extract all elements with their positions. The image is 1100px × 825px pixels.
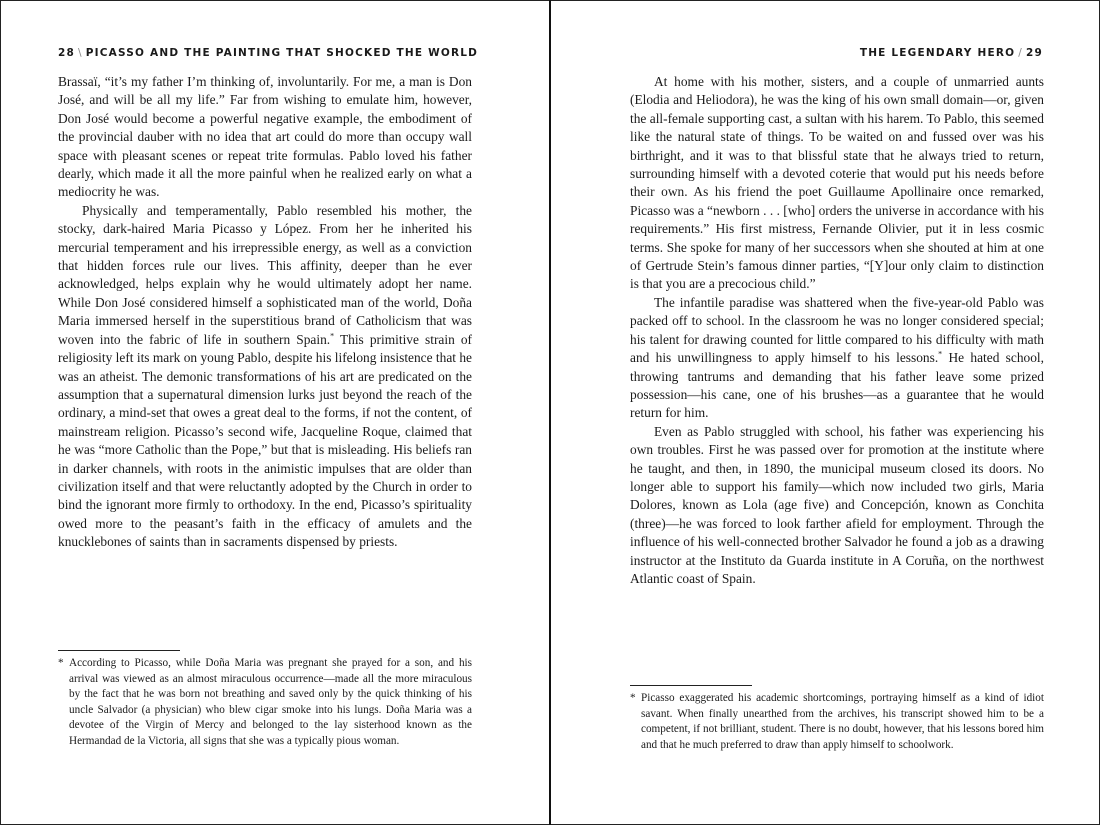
- left-paragraph-2: [58, 202, 472, 552]
- left-footnote-reference[interactable]: *: [330, 331, 335, 341]
- right-paragraph-2: [630, 294, 1044, 423]
- right-body-text: [630, 73, 1044, 588]
- right-paragraph-2-part-2: He hated school, throwing tantrums and demanding that his father leave some prized possession—his cane, one of his brushes—as a guarantee that he would return for him.: [630, 350, 1044, 421]
- left-footnote: [58, 656, 472, 750]
- right-page: [550, 0, 1100, 825]
- left-paragraph-2-part-2: This primitive strain of religiosity left its mark on young Pablo, despite his lifelong insistence that he was an atheist. The demonic transformations of his art are predicated on the assumption that a supernatural dimension lurks just beyond the reach of the ordinary, a mind-set that owes a great deal to the forms, if not the content, of mainstream religion. Picasso’s second wife, Jacqueline Roque, claimed that he was “more Catholic than the Pope,” but that is misleading. His beliefs ran in darker channels, with roots in the animistic impulses that are older than civilization itself and that were reluctantly adopted by the Church in order to bind the ignorant more firmly to orthodoxy. In the end, Picasso’s spirituality owed more to the peasant’s faith in the efficacy of amulets and the knucklebones of saints than in sacraments dispensed by priests.: [58, 331, 472, 550]
- right-paragraph-2-part-1: The infantile paradise was shattered when the five-year-old Pablo was packed off to school. In the classroom he was no longer considered special; his talent for drawing counted for little compared to his difficulty with math and his unwillingness to apply himself to his lessons.: [630, 294, 1044, 366]
- right-footnote-rule: [630, 685, 752, 686]
- right-page-number: 29: [1025, 47, 1043, 59]
- right-running-head: [860, 47, 1043, 59]
- left-book-title: PICASSO AND THE PAINTING THAT SHOCKED THE WORLD: [85, 47, 479, 59]
- left-running-head: [58, 47, 478, 59]
- left-body-text: [58, 73, 472, 552]
- right-section-title: THE LEGENDARY HERO: [859, 47, 1016, 59]
- left-footnote-mark: *: [58, 657, 64, 669]
- right-footnote-reference[interactable]: *: [938, 349, 943, 359]
- right-footnote: [630, 691, 1044, 753]
- spine-divider: [549, 0, 551, 825]
- right-paragraph-1: At home with his mother, sisters, and a couple of unmarried aunts (Elodia and Heliodora), he was the king of his own small domain—or, given the all-female supporting cast, a sultan with his harem. To Pablo, this seemed like the natural state of things. To be waited on and fussed over was his birthright, and it was to that blissful state that he always tried to return, surrounding himself with a devoted coterie that would put his needs before their own. As his friend the poet Guillaume Apollinaire once remarked, Picasso was a “newborn . . . [who] orders the universe in accordance with his requirements.” His first mistress, Fernande Olivier, put it in less cosmic terms. She spoke for many of her successors when she shouted at him at one of Gertrude Stein’s famous dinner parties, “[Y]our only claim to distinction is that you are a precocious child.”: [630, 74, 1044, 292]
- right-head-separator: /: [1018, 47, 1023, 59]
- left-paragraph-2-part-1: Physically and temperamentally, Pablo resembled his mother, the stocky, dark-haired Maria Picasso y López. From her he inherited his mercurial temperament and his irrepressible energy, as well as a conviction that hidden forces rule our lives. This affinity, deeper than he ever acknowledged, helps explain why he would ultimately adopt her name. While Don José considered himself a sophisticated man of the world, Doña Maria immersed herself in the superstitious brand of Catholicism that was woven into the fabric of life in southern Spain.: [58, 202, 472, 347]
- left-head-separator: \: [78, 47, 83, 59]
- right-footnote-text: Picasso exaggerated his academic shortcomings, portraying himself as a kind of idiot savant. When finally unearthed from the archives, his transcript showed him to be a competent, if not brilliant, student. There is no doubt, however, that his lessons bored him and that he much preferred to draw than apply himself to schoolwork.: [641, 692, 1044, 751]
- right-footnote-mark: *: [630, 692, 636, 704]
- left-footnote-rule: [58, 650, 180, 651]
- left-page-number: 28: [58, 47, 76, 59]
- left-footnote-text: According to Picasso, while Doña Maria was pregnant she prayed for a son, and his arrival was viewed as an almost miraculous occurrence—made all the more miraculous by the fact that he was born not breathing and saved only by the quick thinking of his uncle Salvador (a physician) who blew cigar smoke into his lungs. Doña Maria was a devotee of the Virgin of Mercy and belonged to the lay sisterhood known as the Hermandad de la Victoria, all signs that she was a typically pious woman.: [69, 657, 472, 747]
- left-paragraph-1: Brassaï, “it’s my father I’m thinking of, involuntarily. For me, a man is Don José, and will be all my life.” Far from wishing to emulate him, however, Don José would become a powerful negative example, the embodiment of the provincial dauber with no idea that art could do more than occupy wall space with pleasant scenes or repeat trite formulas. Pablo loved his father dearly, which made it all the more painful when he realized early on what a mediocrity he was.: [58, 74, 472, 200]
- right-paragraph-3: Even as Pablo struggled with school, his father was experiencing his own troubles. First he was passed over for promotion at the institute where he taught, and then, in 1890, the municipal museum closed its doors. No longer able to support his family—which now included two girls, Maria Dolores, known as Lola (age five) and Concepción, known as Conchita (three)—he was forced to look farther afield for employment. Through the influence of his well-connected brother Salvador he found a job as a drawing instructor at the Instituto da Guarda institute in A Coruña, on the northwest Atlantic coast of Spain.: [630, 423, 1044, 586]
